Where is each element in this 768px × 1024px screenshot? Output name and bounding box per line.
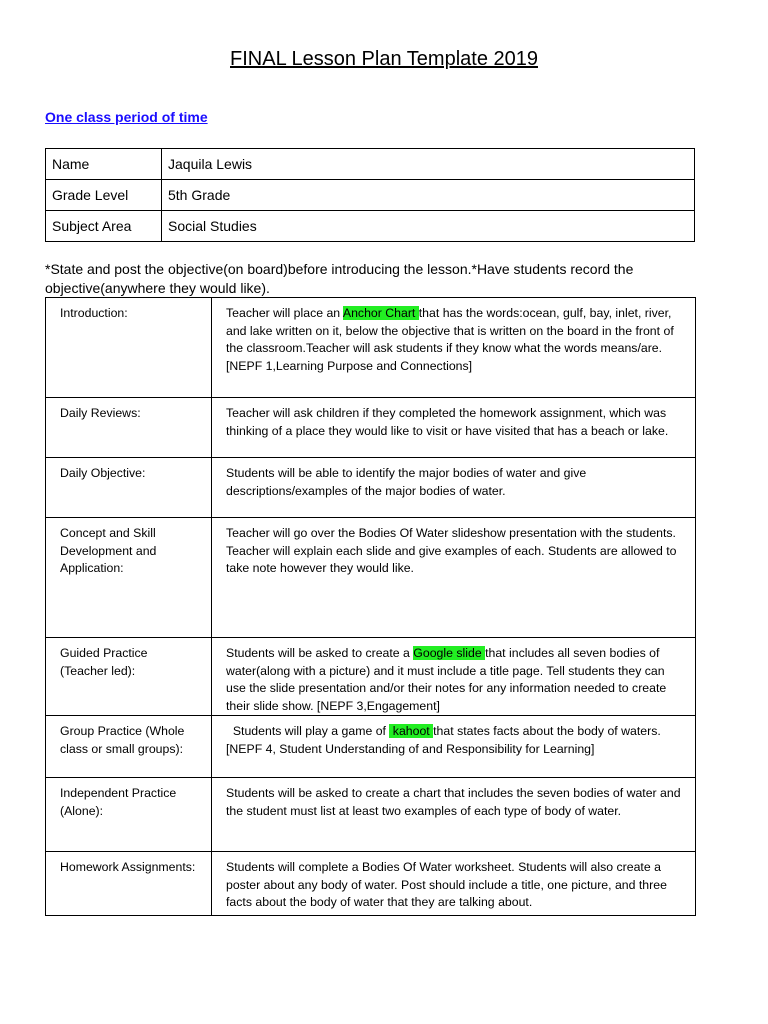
plan-label: Group Practice (Whole class or small groups): bbox=[46, 716, 212, 778]
google-slide-link[interactable]: Google slide bbox=[413, 646, 486, 660]
plan-text: Teacher will explain each slide and give examples of each. Students are allowed to take note however they would like. bbox=[226, 543, 677, 575]
plan-label: Concept and Skill Development and Application: bbox=[46, 518, 212, 638]
plan-label: Independent Practice (Alone): bbox=[46, 778, 212, 852]
plan-label: Homework Assignments: bbox=[46, 852, 212, 916]
objective-note: *State and post the objective(on board)before introducing the lesson.*Have students record the objective(anywhere they would like). bbox=[45, 261, 634, 296]
plan-content: Students will be asked to create a chart that includes the seven bodies of water and the student must list at least two examples of each type of body of water. bbox=[212, 778, 696, 852]
info-label: Subject Area bbox=[46, 211, 162, 242]
kahoot-link[interactable]: kahoot bbox=[389, 724, 434, 738]
plan-label: Daily Objective: bbox=[46, 458, 212, 518]
plan-text: that has the words:ocean, gulf, bay, inlet, river, and lake written on it, below the objective that is written on the board in the front of the classroom.Teacher will ask students if they know what the words means/are.[NEPF 1,Learning Purpose and Connections] bbox=[226, 306, 674, 373]
info-value: Social Studies bbox=[162, 211, 695, 242]
plan-text: Teacher will place an bbox=[226, 306, 343, 320]
plan-content bbox=[212, 518, 696, 638]
plan-text: that states facts about the body of waters. [NEPF 4, Student Understanding of and Responsibility for Learning] bbox=[226, 724, 661, 756]
document-title: FINAL Lesson Plan Template 2019 bbox=[230, 48, 538, 70]
info-label: Name bbox=[46, 149, 162, 180]
plan-content bbox=[212, 716, 696, 778]
info-value: 5th Grade bbox=[162, 180, 695, 211]
lesson-plan-table bbox=[45, 297, 696, 916]
plan-label: Daily Reviews: bbox=[46, 398, 212, 458]
info-label: Grade Level bbox=[46, 180, 162, 211]
plan-content bbox=[212, 298, 696, 398]
plan-text: Students will play a game of bbox=[226, 724, 390, 738]
plan-text: that includes all seven bodies of water(along with a picture) and it must include a title page. Tell students they can use the slide presentation and/or their notes for any information needed to create their slide show. [NEPF 3,Engagement] bbox=[226, 646, 667, 713]
info-row-subject bbox=[46, 211, 695, 242]
plan-row-group bbox=[46, 716, 696, 778]
plan-row-daily-reviews bbox=[46, 398, 696, 458]
plan-row-homework bbox=[46, 852, 696, 916]
plan-label: Guided Practice (Teacher led): bbox=[46, 638, 212, 716]
plan-content: Students will complete a Bodies Of Water worksheet. Students will also create a poster about any body of water. Post should include a title, one picture, and three facts about the body of water that they are talking about. bbox=[212, 852, 696, 916]
plan-label: Introduction: bbox=[46, 298, 212, 398]
plan-row-independent bbox=[46, 778, 696, 852]
plan-row-daily-objective bbox=[46, 458, 696, 518]
plan-row-guided bbox=[46, 638, 696, 716]
info-table bbox=[45, 148, 695, 242]
plan-text: Teacher will go over the Bodies Of Water slideshow presentation with the students. bbox=[226, 526, 676, 540]
plan-content: Students will be able to identify the major bodies of water and give descriptions/examples of the major bodies of water. bbox=[212, 458, 696, 518]
info-value: Jaquila Lewis bbox=[162, 149, 695, 180]
time-period-link[interactable]: One class period of time bbox=[45, 109, 208, 125]
plan-row-introduction bbox=[46, 298, 696, 398]
plan-content bbox=[212, 638, 696, 716]
info-row-name bbox=[46, 149, 695, 180]
plan-content: Teacher will ask children if they completed the homework assignment, which was thinking of a place they would like to visit or have visited that has a beach or lake. bbox=[212, 398, 696, 458]
info-row-grade bbox=[46, 180, 695, 211]
plan-text: Students will be asked to create a bbox=[226, 646, 414, 660]
plan-row-concept bbox=[46, 518, 696, 638]
anchor-chart-link[interactable]: Anchor Chart bbox=[342, 306, 419, 320]
